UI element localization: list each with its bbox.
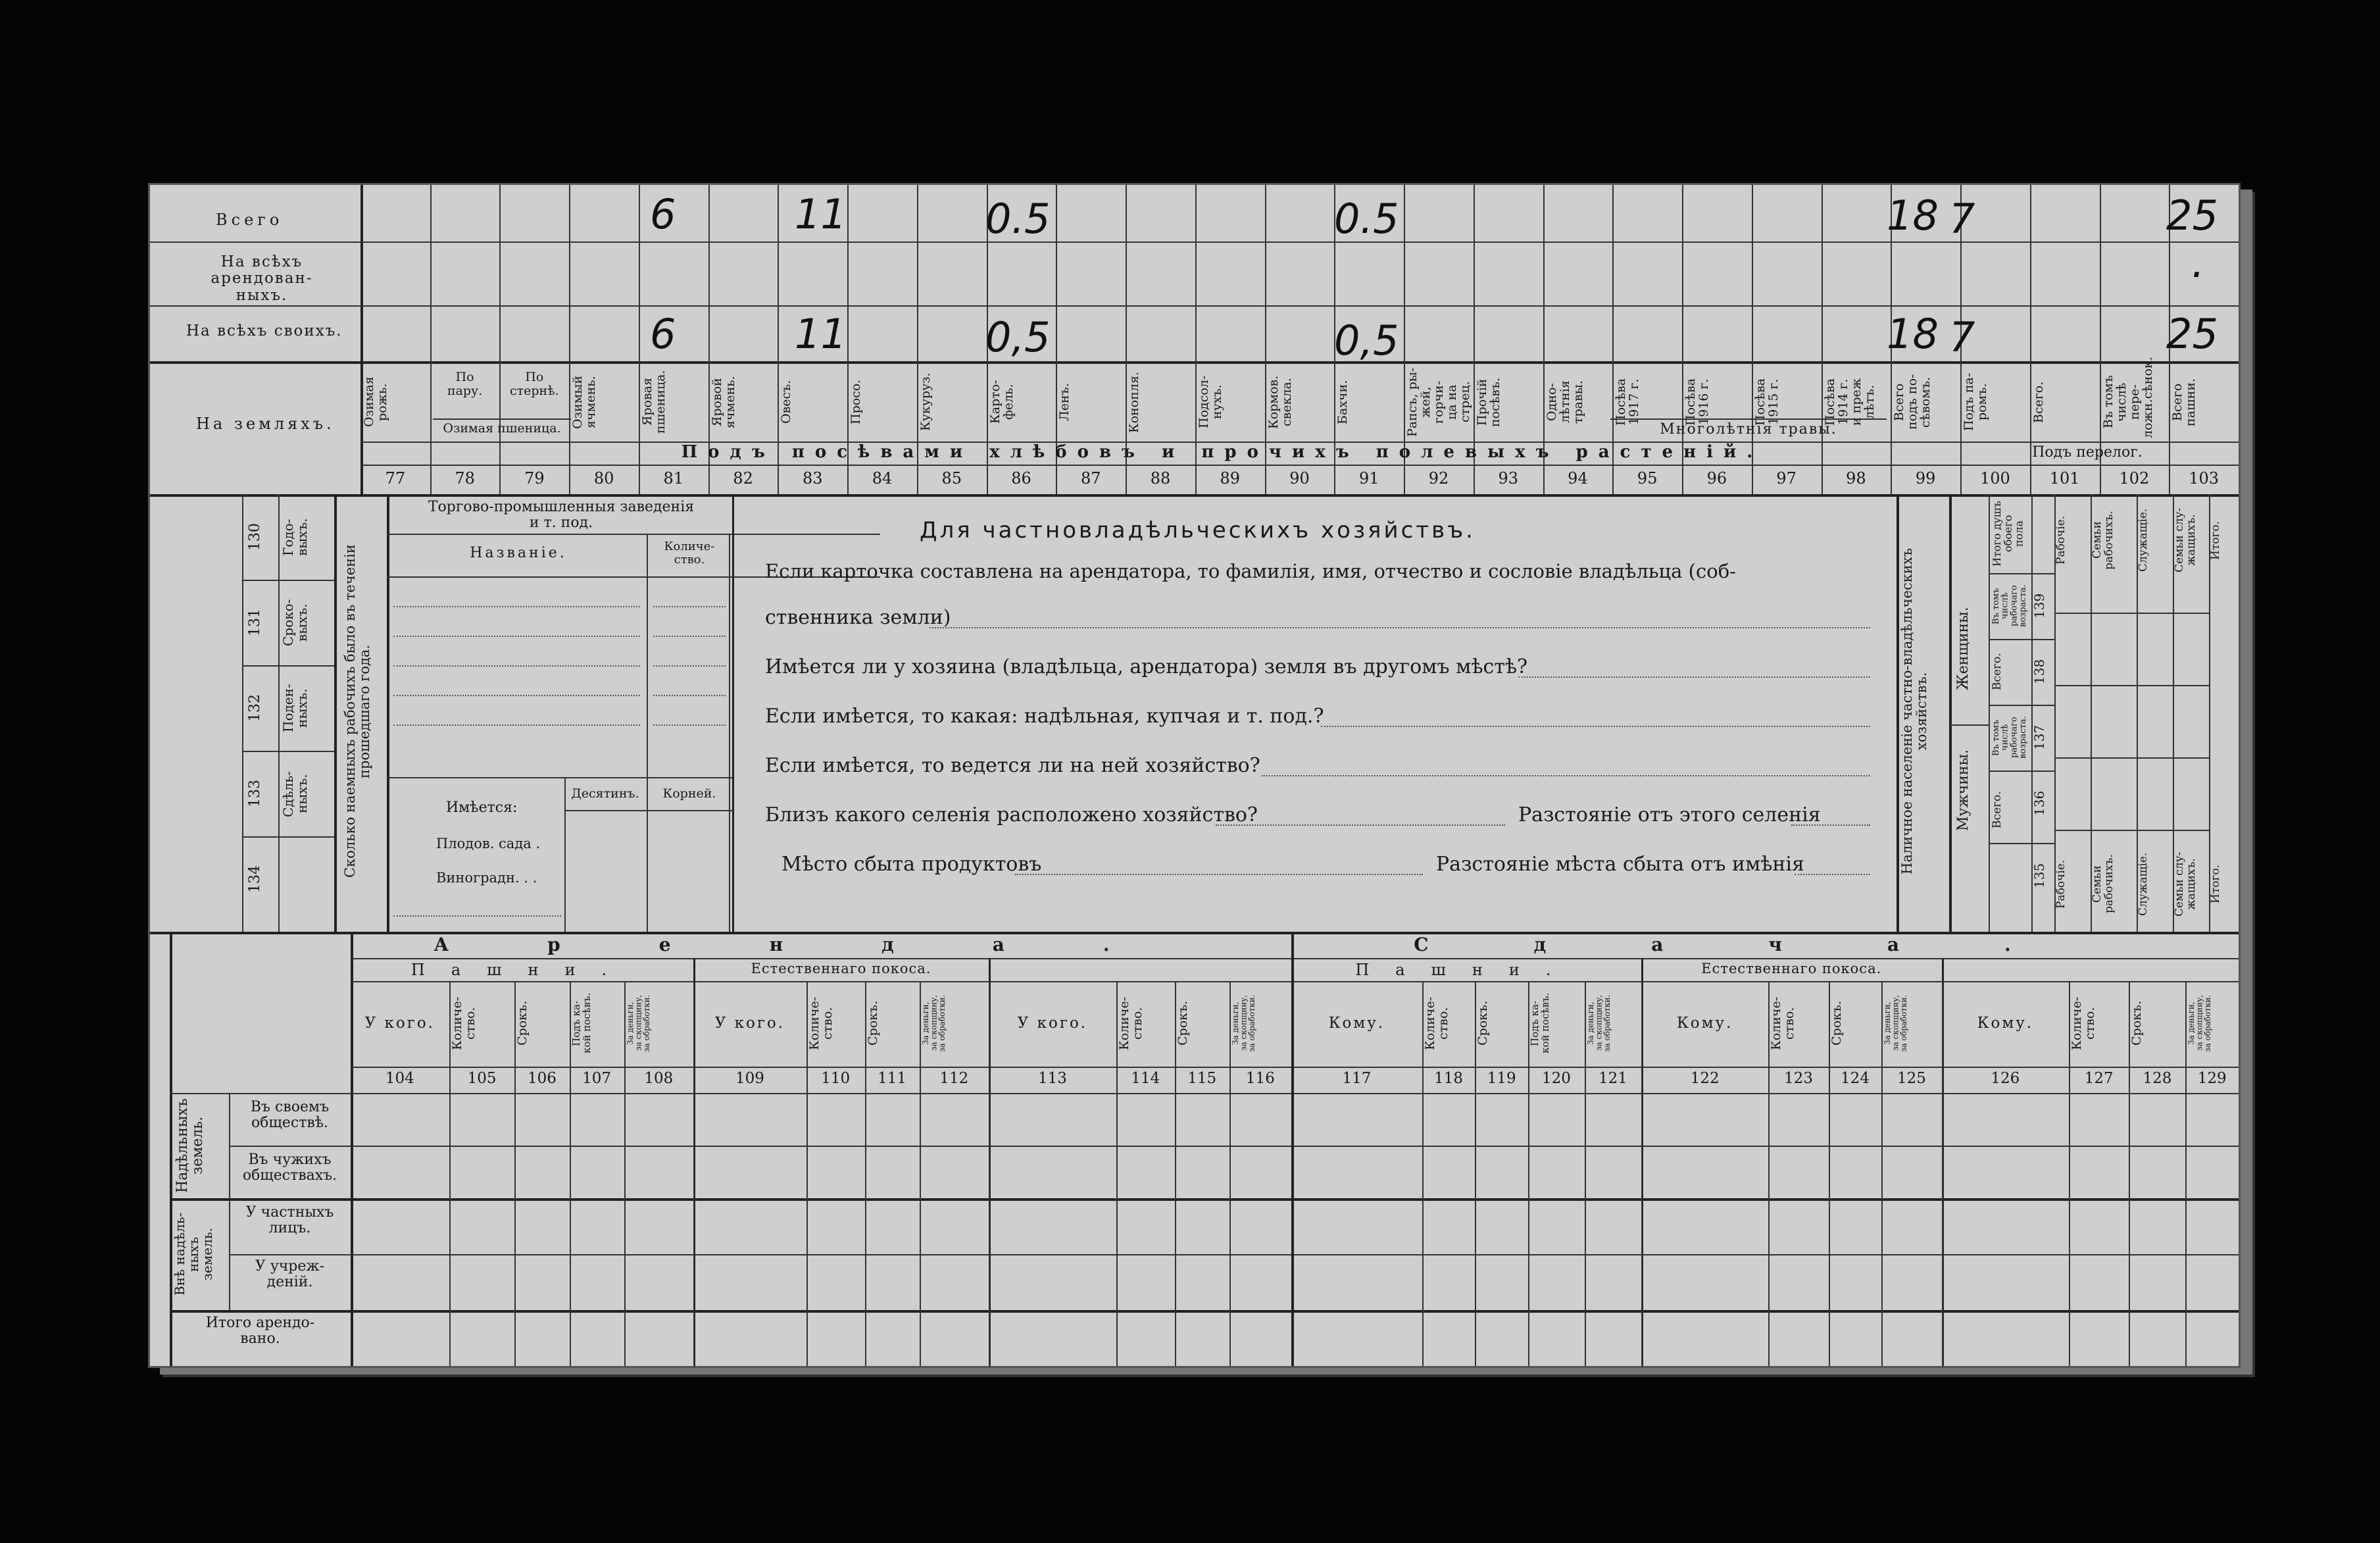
row-private-persons: У частныхъ лицъ. <box>245 1204 334 1237</box>
lease-col-num: 125 <box>1897 1070 1926 1087</box>
pop-line <box>2054 757 2209 759</box>
crop-col-label: Посѣва 1917 г. <box>1614 378 1642 426</box>
hw-own-86: 0,5 <box>985 313 1051 361</box>
lease-col-label: За деньги, за скопщину, за обработки. <box>1883 994 1909 1052</box>
lease-col-label: За деньги, за скопщину, за обработки. <box>920 994 947 1052</box>
lease-col-label: Срокъ. <box>865 1000 880 1046</box>
vineyard-label: Виноградн. . . <box>436 870 537 886</box>
pop-num: 136 <box>2031 790 2047 817</box>
crop-col-num: 97 <box>1776 469 1797 488</box>
crop-col-label: Посѣва 1916 г. <box>1683 378 1711 426</box>
crop-col-num: 85 <box>941 469 962 488</box>
lease-col-label: Кому. <box>1977 1015 2034 1032</box>
lease-col-num: 106 <box>528 1070 557 1087</box>
under-crops-banner: Подъ посѣвами хлѣбовъ и прочихъ полевыхъ растеній. <box>681 442 1764 462</box>
crop-col-num: 87 <box>1081 469 1101 488</box>
desyatin-col: Десятинъ. <box>571 786 639 801</box>
q-village: Близъ какого селенія расположено хозяйство? <box>765 803 1258 826</box>
hw-own-83: 11 <box>795 310 847 358</box>
lease-col-label: За деньги, за скопщину, за обработки. <box>1230 994 1256 1052</box>
lease-subgroup-label: Пашни. <box>1355 961 1577 979</box>
roots-col: Корней. <box>662 786 716 801</box>
row-lands-label: На земляхъ. <box>196 415 335 433</box>
lease-col-label: Кому. <box>1328 1015 1385 1032</box>
q-market-distance: Разстояніе мѣста сбыта отъ имѣнія <box>1436 853 1804 876</box>
census-card <box>148 183 2241 1368</box>
lease-col-label: За деньги, за скопщину, за обработки. <box>2187 994 2213 1052</box>
pop-line <box>2054 685 2209 686</box>
lease-col-label: Количе- ство. <box>2070 996 2098 1050</box>
population-side-title: Наличное населеніе частно-владѣльческихъ хозяйствъ. <box>1899 547 1930 875</box>
perennial-label: Многолѣтнія травы. <box>1660 421 1837 438</box>
row-rented-label: На всѣхъ арендован- ныхъ. <box>211 253 313 304</box>
hw-total-83: 11 <box>795 190 847 238</box>
hw-own-81: 6 <box>650 310 676 358</box>
pop-num: 137 <box>2031 724 2047 751</box>
enterprises-qty-col: Количе- ство. <box>664 540 715 567</box>
worker-col-label: Годо- выхъ. <box>280 518 310 557</box>
hw-total-91: 0.5 <box>1334 195 1399 243</box>
crop-col-num: 103 <box>2189 469 2219 488</box>
crop-col-num: 78 <box>455 469 475 488</box>
pop-grand-total: Итого душъ обоего пола <box>1991 501 2025 567</box>
has-label: Имѣется: <box>446 799 518 816</box>
pop-line <box>1989 573 2054 574</box>
orchard-label: Плодов. сада . <box>436 836 541 851</box>
lease-col-num: 122 <box>1690 1070 1720 1087</box>
lease-col-num: 118 <box>1434 1070 1464 1087</box>
crop-col-num: 82 <box>733 469 753 488</box>
q-owner-line1: Если карточка составлена на арендатора, то фамилія, имя, отчество и сословіе владѣльца (соб- <box>765 560 1736 582</box>
pop-total: Всего. <box>1991 791 2004 829</box>
lease-col-label: У кого. <box>364 1015 435 1032</box>
lease-col-num: 126 <box>1991 1070 2020 1087</box>
hw-total-81: 6 <box>650 190 676 238</box>
q-land-type: Если имѣется, то какая: надѣльная, купчая и т. под.? <box>765 705 1324 728</box>
row-institutions: У учреж- деній. <box>255 1258 325 1291</box>
lease-col-num: 116 <box>1245 1070 1275 1087</box>
lease-col-line <box>989 981 990 1366</box>
crop-col-num: 91 <box>1358 469 1379 488</box>
lease-subgroup-label: Пашни. <box>410 961 633 979</box>
lease-col-num: 117 <box>1342 1070 1372 1087</box>
lease-col-num: 114 <box>1131 1070 1160 1087</box>
lease-col-num: 108 <box>644 1070 674 1087</box>
crop-col-label: Всего. <box>2031 381 2046 423</box>
pop-right-col-bottom: Рабочіе. <box>2054 859 2068 909</box>
crop-col-num: 93 <box>1498 469 1518 488</box>
crop-col-num: 90 <box>1289 469 1310 488</box>
lease-col-label: Подъ ка- кой посѣвъ. <box>1529 992 1551 1054</box>
hw-total-100: 7 <box>1949 195 1975 243</box>
row-total-rented: Итого арендо- вано. <box>205 1315 315 1348</box>
crop-col-num: 81 <box>663 469 684 488</box>
pop-line <box>2054 613 2209 614</box>
lease-col-label: За деньги, за скопщину, за обработки. <box>1585 994 1612 1052</box>
lease-col-num: 113 <box>1037 1070 1067 1087</box>
crop-col-label: Подъ па- ромъ. <box>1962 372 1989 432</box>
ozim-wheat-label: Озимая пшеница. <box>443 421 561 436</box>
lease-col-label: Срокъ. <box>1475 1000 1491 1046</box>
lease-col-label: Количе- ство. <box>1422 996 1450 1050</box>
crop-col-label: Бахчи. <box>1335 380 1351 424</box>
crop-col-label: Кормов. свекла. <box>1266 375 1294 429</box>
pop-right-col-bottom: Семьи слу- жащихъ. <box>2173 851 2198 917</box>
lease-col-label: Кому. <box>1676 1015 1733 1032</box>
lease-col-line <box>1641 981 1643 1366</box>
lease-col-label: Количе- ство. <box>1116 996 1145 1050</box>
worker-col-num: 131 <box>247 609 263 637</box>
arenda-banner: Аренда. <box>434 934 1208 955</box>
enterprises-title: Торгово-промышленныя заведенія и т. под. <box>428 499 695 532</box>
worker-col-num: 133 <box>247 780 263 808</box>
pop-line <box>1989 494 1990 932</box>
crop-col-num: 92 <box>1428 469 1449 488</box>
pop-incl: Въ томъ числѣ рабочаго возраста. <box>1991 716 2028 759</box>
pop-num: 138 <box>2031 659 2047 685</box>
pop-right-col-bottom: Семьи рабочихъ. <box>2091 854 2116 914</box>
pop-right-col-bottom: Служащіе. <box>2137 852 2150 916</box>
crop-col-num: 99 <box>1915 469 1936 488</box>
fallow-label: Подъ перелог. <box>2032 444 2143 461</box>
hw-own-99: 18 <box>1887 310 1939 358</box>
pop-num: 139 <box>2031 593 2047 619</box>
pop-line <box>1989 843 2054 844</box>
lease-col-label: Количе- ство. <box>806 996 835 1050</box>
lease-col-num: 110 <box>821 1070 851 1087</box>
lease-col-num: 121 <box>1599 1070 1627 1087</box>
lease-col-num: 119 <box>1487 1070 1516 1087</box>
q-market: Мѣсто сбыта продуктовъ <box>781 853 1042 876</box>
crop-col-label: Конопля. <box>1127 371 1142 433</box>
pop-right-col-top: Служащіе. <box>2137 508 2150 572</box>
crop-col-label: Яровая пшеница. <box>639 370 668 434</box>
lease-col-num: 112 <box>939 1070 969 1087</box>
crop-col-num: 101 <box>2049 469 2080 488</box>
pop-right-col-top: Семьи слу- жащихъ. <box>2173 507 2198 573</box>
lease-col-num: 111 <box>878 1070 907 1087</box>
lease-col-label: У кого. <box>1017 1015 1088 1032</box>
row-other-community: Въ чужихъ обществахъ. <box>242 1151 337 1184</box>
crop-col-label: Озимая рожь. <box>362 376 389 428</box>
pop-incl: Въ томъ числѣ рабочаго возраста. <box>1991 584 2028 628</box>
worker-col-num: 132 <box>247 694 263 722</box>
pop-right-col-top: Итого. <box>2209 520 2222 560</box>
hired-workers-side-title: Сколько наемныхъ рабочихъ было въ теченіи прошедшаго года. <box>342 544 373 878</box>
allot-side-label: Надѣльныхъ земель. <box>174 1098 207 1193</box>
row-own-community: Въ своемъ обществѣ. <box>250 1099 330 1132</box>
q-farming: Если имѣется, то ведется ли на ней хозяйство? <box>765 754 1260 777</box>
lease-subgroup-label: Естественнаго покоса. <box>751 961 931 976</box>
non-allot-side-label: Внѣ надѣль- ныхъ земель. <box>172 1212 215 1296</box>
lease-col-num: 104 <box>385 1070 414 1087</box>
hw-total-99: 18 <box>1887 191 1939 240</box>
lease-col-label: Срокъ. <box>515 1000 530 1046</box>
crop-col-num: 95 <box>1637 469 1658 488</box>
hw-total-86: 0.5 <box>985 195 1051 243</box>
lease-col-num: 107 <box>582 1070 612 1087</box>
lease-col-num: 105 <box>467 1070 497 1087</box>
crop-col-num: 86 <box>1011 469 1031 488</box>
pop-right-col-top: Рабочіе. <box>2054 515 2068 565</box>
lease-col-num: 128 <box>2143 1070 2172 1087</box>
lease-col-label: За деньги, за скопщину, за обработки. <box>625 994 651 1052</box>
hw-rented-103: · <box>2189 251 2202 299</box>
crop-col-num: 100 <box>1979 469 2010 488</box>
lease-col-num: 120 <box>1542 1070 1571 1087</box>
worker-col-label: Поден- ныхъ. <box>280 684 310 733</box>
crop-col-label: Просо. <box>849 379 864 425</box>
lease-col-label: Срокъ. <box>1175 1000 1190 1046</box>
pop-line <box>1989 639 2054 640</box>
crop-col-label: Посѣва 1915 г. <box>1752 378 1781 426</box>
enterprises-name-col: Названіе. <box>470 545 567 561</box>
q-other-land: Имѣется ли у хозяина (владѣльца, арендатора) земля въ другомъ мѣстѣ? <box>765 655 1528 678</box>
row-own-label: На всѣхъ своихъ. <box>186 322 343 340</box>
lease-col-num: 109 <box>735 1070 764 1087</box>
lease-col-label: Подъ ка- кой посѣвъ. <box>570 992 593 1054</box>
lease-col-num: 115 <box>1187 1070 1217 1087</box>
pop-line <box>2054 830 2209 831</box>
crop-col-label: Озимый ячмень. <box>570 375 599 429</box>
lease-col-line <box>693 981 695 1366</box>
worker-col-num: 134 <box>247 865 263 894</box>
crop-col-label: Всего подъ по- сѣвомъ. <box>1892 374 1933 430</box>
crop-col-label: Прочій посѣвъ. <box>1474 377 1502 427</box>
crop-col-num: 84 <box>872 469 893 488</box>
crop-col-num: 77 <box>385 469 406 488</box>
crop-col-num: 96 <box>1706 469 1727 488</box>
hw-own-100: 7 <box>1949 313 1975 361</box>
row-total-label: Всего <box>216 211 284 229</box>
crop-col-label: Въ томъ числѣ пере- ложн.сѣнок. <box>2100 357 2155 438</box>
crop-col-num: 83 <box>803 469 823 488</box>
crop-col-num: 79 <box>524 469 545 488</box>
pop-line <box>1989 705 2054 706</box>
crop-col-label: Подсол- нухъ. <box>1196 375 1224 429</box>
hw-total-103: 25 <box>2166 191 2218 240</box>
crop-col-label: По стернѣ. <box>509 370 559 398</box>
pop-num: 135 <box>2031 863 2047 889</box>
lease-col-label: Срокъ. <box>2129 1000 2144 1046</box>
pop-right-col-top: Семьи рабочихъ. <box>2091 511 2116 570</box>
sdacha-banner: Сдача. <box>1414 934 2116 955</box>
crop-col-label: Овесъ. <box>779 380 794 424</box>
q-owner-line2: ственника земли) <box>765 606 951 629</box>
lease-col-num: 123 <box>1784 1070 1813 1087</box>
lease-col-label: Срокъ. <box>1829 1000 1844 1046</box>
pop-total: Всего. <box>1991 653 2004 691</box>
worker-col-label: Сроко- выхъ. <box>280 599 310 647</box>
crop-col-num: 88 <box>1150 469 1171 488</box>
crop-col-label: По пару. <box>447 370 483 398</box>
crop-col-num: 89 <box>1220 469 1241 488</box>
q-village-distance: Разстояніе отъ этого селенія <box>1518 803 1821 826</box>
crop-col-label: Кукуруз. <box>918 372 933 432</box>
lease-col-label: У кого. <box>714 1015 785 1032</box>
pop-line <box>1989 771 2054 772</box>
crop-col-num: 98 <box>1846 469 1866 488</box>
crop-col-label: Карто- фель. <box>987 380 1016 424</box>
lease-subgroup-label: Естественнаго покоса. <box>1701 961 1882 976</box>
crop-col-num: 102 <box>2119 469 2150 488</box>
crop-col-label: Одно- лѣтнія травы. <box>1544 380 1585 424</box>
pop-right-col-bottom: Итого. <box>2209 865 2222 904</box>
lease-col-label: Количе- ство. <box>1769 996 1797 1050</box>
lease-col-num: 129 <box>2197 1070 2227 1087</box>
lease-col-num: 127 <box>2084 1070 2114 1087</box>
worker-col-label: Сдѣль- ныхъ. <box>280 771 310 817</box>
crop-col-num: 94 <box>1568 469 1588 488</box>
hw-own-91: 0,5 <box>1334 316 1399 365</box>
lease-col-num: 124 <box>1841 1070 1870 1087</box>
crop-col-label: Посѣва 1914 г. и преж лѣтъ. <box>1822 378 1877 426</box>
crop-col-label: Всего пашни. <box>2170 378 2198 426</box>
crop-col-label: Яровой ячмень. <box>709 376 737 428</box>
crop-col-label: Ленъ. <box>1057 383 1072 421</box>
pop-men: Мужчины. <box>1955 749 1971 832</box>
private-title: Для частновладѣльческихъ хозяйствъ. <box>920 517 1475 544</box>
crop-col-label: Рапсъ, ры- жей, горчи- ца на стрец. <box>1405 367 1472 437</box>
lease-col-line <box>1942 981 1943 1366</box>
lease-col-label: Количе- ство. <box>449 996 478 1050</box>
pop-line <box>1949 724 1989 726</box>
crop-col-num: 80 <box>593 469 614 488</box>
worker-col-num: 130 <box>247 523 263 551</box>
hw-own-103: 25 <box>2166 310 2218 358</box>
pop-women: Женщины. <box>1955 607 1971 691</box>
